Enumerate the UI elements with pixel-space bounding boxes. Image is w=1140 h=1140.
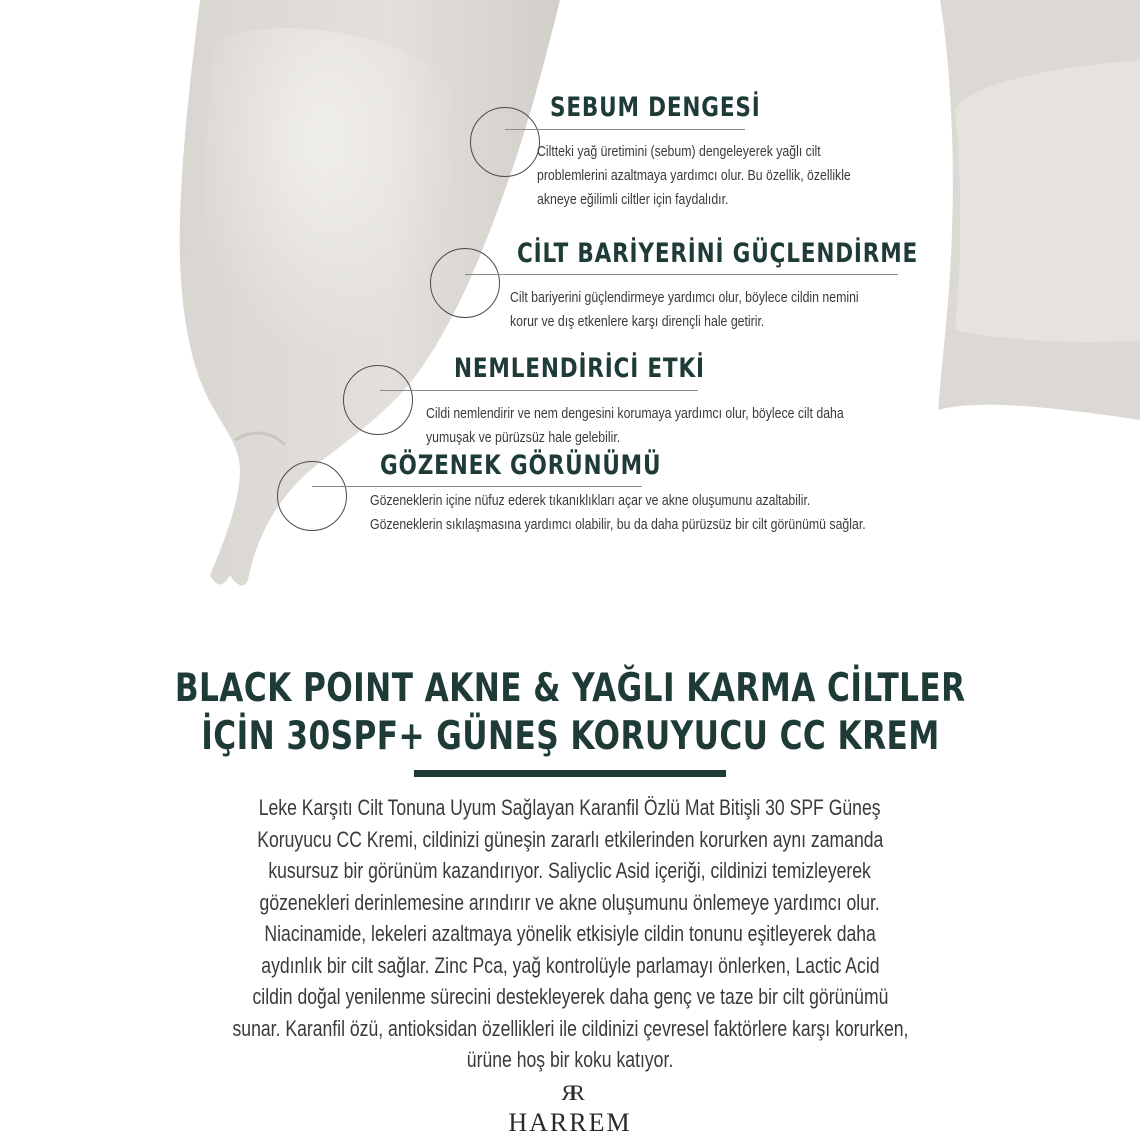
description-line: cildin doğal yenilenme sürecini destekleyerek daha genç ve taze bir cilt görünümü bbox=[252, 984, 888, 1009]
brand-name: HARREM bbox=[508, 1108, 632, 1137]
feature-description-line: Gözeneklerin içine nüfuz ederek tıkanıklıkları açar ve akne oluşumunu azaltabilir. bbox=[370, 492, 811, 509]
feature-description-line: yumuşak ve pürüzsüz hale gelebilir. bbox=[426, 429, 621, 446]
feature-description bbox=[426, 402, 844, 450]
description-line: sunar. Karanfil özü, antioksidan özellikleri ile cildinizi çevresel faktörlere karşı korurken, bbox=[232, 1015, 908, 1041]
feature-description-line: korur ve dış etkenlere karşı dirençli hale getirir. bbox=[510, 313, 765, 330]
description-line: Leke Karşıtı Cilt Tonuna Uyum Sağlayan Karanfil Özlü Mat Bitişli 30 SPF Güneş bbox=[259, 795, 881, 820]
product-title-text: İÇİN 30SPF+ GÜNEŞ KORUYUCU CC KREM bbox=[200, 714, 940, 759]
title-underline bbox=[414, 770, 726, 777]
feature-description-line: Cildi nemlendirir ve nem dengesini korumaya yardımcı olur, böylece cilt daha bbox=[426, 405, 844, 422]
feature-description-line: Cilt bariyerini güçlendirmeye yardımcı olur, böylece cildin nemini bbox=[510, 289, 859, 306]
feature-marker-circle-icon bbox=[430, 248, 500, 318]
description-line: kusursuz bir görünüm kazandırıyor. Saliyclic Asid içeriği, cildinizi temizleyerek bbox=[268, 858, 872, 883]
svg-text:ЯR: ЯR bbox=[561, 1080, 579, 1104]
feature-divider bbox=[465, 274, 898, 275]
feature-description-line: Gözeneklerin sıkılaşmasına yardımcı olabilir, bu da daha pürüzsüz bir cilt görünümü sağlar. bbox=[370, 516, 866, 533]
product-title-line bbox=[0, 712, 1140, 762]
description-line: ürüne hoş bir koku katıyor. bbox=[466, 1047, 674, 1072]
feature-description bbox=[370, 489, 866, 537]
feature-title: NEMLENDİRİCİ ETKİ bbox=[454, 353, 705, 384]
product-title-text: BLACK POINT AKNE & YAĞLI KARMA CİLTLER bbox=[174, 666, 966, 711]
product-description bbox=[0, 792, 1140, 1076]
brand-logo-icon bbox=[550, 1080, 590, 1104]
product-title-line bbox=[0, 664, 1140, 714]
description-line: gözenekleri derinlemesine arındırır ve akne oluşumunu önlemeye yardımcı olur. bbox=[259, 889, 881, 915]
description-line: Koruyucu CC Kremi, cildinizi güneşin zararlı etkilerinden korurken aynı zamanda bbox=[256, 826, 884, 852]
feature-marker-circle-icon bbox=[277, 461, 347, 531]
feature-description-line: akneye eğilimli ciltler için faydalıdır. bbox=[537, 191, 729, 208]
feature-marker-circle-icon bbox=[470, 107, 540, 177]
feature-divider bbox=[380, 390, 698, 391]
feature-description-line: problemlerini azaltmaya yardımcı olur. Bu özellik, özellikle bbox=[537, 167, 851, 184]
feature-marker-circle-icon bbox=[343, 365, 413, 435]
feature-divider bbox=[505, 129, 745, 130]
feature-title: CİLT BARİYERİNİ GÜÇLENDİRME bbox=[517, 238, 919, 269]
feature-description bbox=[537, 140, 851, 212]
feature-title: SEBUM DENGESİ bbox=[550, 92, 761, 123]
description-line: aydınlık bir cilt sağlar. Zinc Pca, yağ kontrolüyle parlamayı önlerken, Lactic Acid bbox=[260, 952, 880, 978]
feature-title: GÖZENEK GÖRÜNÜMÜ bbox=[380, 450, 662, 481]
feature-divider bbox=[312, 486, 642, 487]
feature-description-line: Ciltteki yağ üretimini (sebum) dengeleyerek yağlı cilt bbox=[537, 143, 821, 160]
feature-description bbox=[510, 286, 859, 334]
description-line: Niacinamide, lekeleri azaltmaya yönelik etkisiyle cildin tonunu eşitleyerek daha bbox=[264, 921, 876, 946]
